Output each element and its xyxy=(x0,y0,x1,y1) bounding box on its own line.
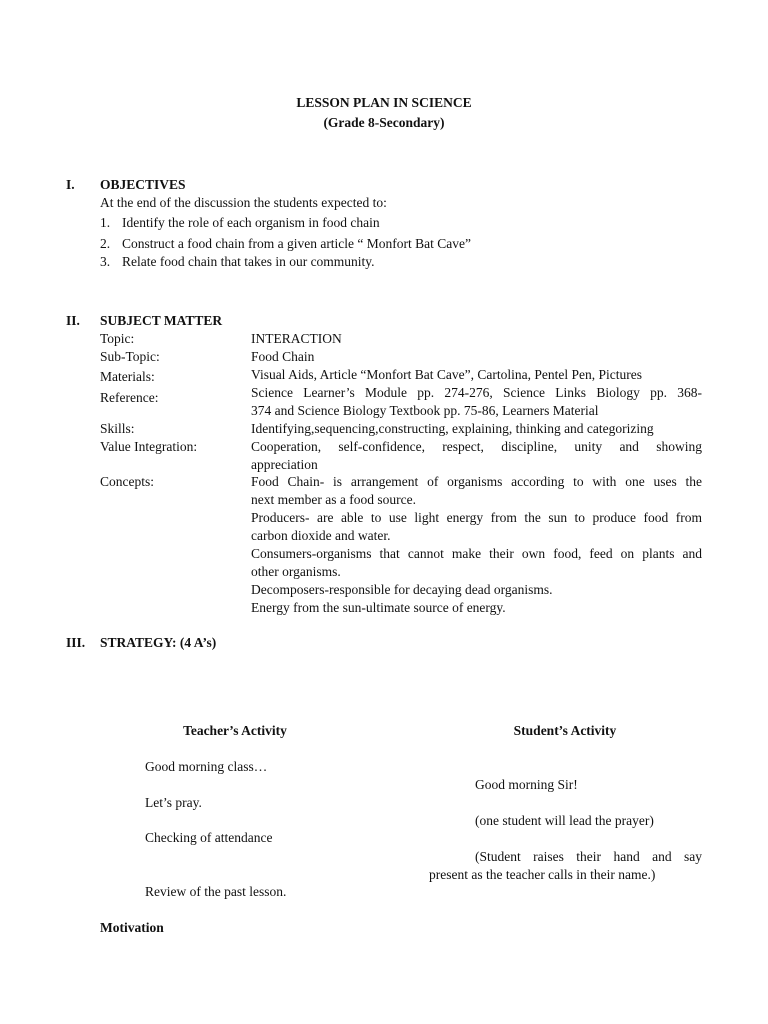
page-subtitle: (Grade 8-Secondary) xyxy=(323,115,445,130)
objective-item-text: Construct a food chain from a given article “ Monfort Bat Cave” xyxy=(122,236,472,251)
motivation-heading: Motivation xyxy=(100,920,164,935)
value-integration-label: Value Integration: xyxy=(100,439,198,454)
teacher-line: Checking of attendance xyxy=(145,830,273,845)
value-integration-value: Cooperation, self-confidence, respect, discipline, unity and showing appreciation xyxy=(251,439,702,472)
reference-value: Science Learner’s Module pp. 274-276, Science Links Biology pp. 368- 374 and Science Biology Textbook pp. 75-86, Learners Material xyxy=(251,385,702,418)
strategy-heading: STRATEGY: (4 A’s) xyxy=(100,635,217,650)
objective-item-number: 1. xyxy=(100,215,111,230)
topic-label: Topic: xyxy=(100,331,135,346)
concepts-value: Food Chain- is arrangement of organisms according to with one uses the next member as a food source. Producers- are able to use light energy from the sun to produce food from carbon dioxide and water. Consumers-organisms that cannot make their own food, feed on plants and other organisms. Decomposers-responsible for decaying dead organisms. Energy from the sun-ultimate source of energy. xyxy=(251,474,702,615)
student-line: (Student raises their hand and say present as the teacher calls in their name.) xyxy=(429,849,702,882)
concepts-label: Concepts: xyxy=(100,474,154,489)
materials-label: Materials: xyxy=(100,369,155,384)
teacher-line: Let’s pray. xyxy=(145,795,202,810)
objective-item-number: 3. xyxy=(100,254,111,269)
objective-item-text: Relate food chain that takes in our community. xyxy=(122,254,375,269)
teacher-activity-heading: Teacher’s Activity xyxy=(183,723,287,738)
subject-matter-heading: SUBJECT MATTER xyxy=(100,313,223,328)
skills-label: Skills: xyxy=(100,421,135,436)
sub-topic-label: Sub-Topic: xyxy=(100,349,160,364)
objectives-heading: OBJECTIVES xyxy=(100,177,186,192)
objectives-intro: At the end of the discussion the students expected to: xyxy=(100,195,387,210)
page-title: LESSON PLAN IN SCIENCE xyxy=(296,95,472,110)
objectives-number: I. xyxy=(66,177,75,192)
strategy-number: III. xyxy=(66,635,86,650)
skills-value: Identifying,sequencing,constructing, explaining, thinking and categorizing xyxy=(251,421,654,436)
student-line: (one student will lead the prayer) xyxy=(475,813,654,828)
teacher-line: Good morning class… xyxy=(145,759,268,774)
sub-topic-value: Food Chain xyxy=(251,349,315,364)
student-line: Good morning Sir! xyxy=(475,777,578,792)
student-activity-heading: Student’s Activity xyxy=(513,723,617,738)
objective-item-number: 2. xyxy=(100,236,111,251)
reference-label: Reference: xyxy=(100,390,159,405)
materials-value: Visual Aids, Article “Monfort Bat Cave”, Cartolina, Pentel Pen, Pictures xyxy=(251,367,642,382)
topic-value: INTERACTION xyxy=(251,331,342,346)
subject-matter-number: II. xyxy=(66,313,80,328)
teacher-line: Review of the past lesson. xyxy=(145,884,287,899)
objective-item-text: Identify the role of each organism in food chain xyxy=(122,215,380,230)
